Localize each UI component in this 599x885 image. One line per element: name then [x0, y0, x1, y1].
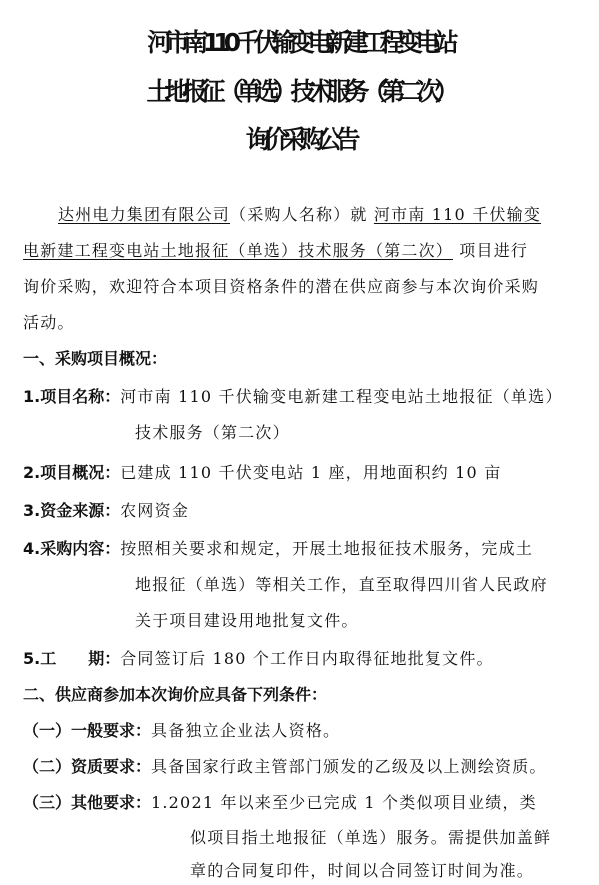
req-text: 具备独立企业法人资格。	[151, 721, 341, 740]
intro-line-3: 询价采购，欢迎符合本项目资格条件的潜在供应商参与本次询价采购	[23, 277, 540, 296]
item-text: 合同签订后 180 个工作日内取得征地批复文件。	[120, 649, 494, 668]
req-other-cont-1: 似项目指土地报征（单选）服务。需提供加盖鲜	[190, 828, 552, 847]
item-project-name-cont: 技术服务（第二次）	[135, 423, 290, 442]
req-label: （三）其他要求：	[23, 793, 152, 812]
item-text: 河市南 110 千伏输变电新建工程变电站土地报征（单选）	[120, 387, 563, 406]
item-label: 2.项目概况：	[23, 463, 121, 482]
item-text: 按照相关要求和规定，开展土地报征技术服务，完成土	[120, 539, 534, 558]
req-other	[23, 792, 537, 814]
item-text: 已建成 110 千伏变电站 1 座，用地面积约 10 亩	[120, 463, 502, 482]
req-qualification	[23, 756, 547, 778]
item-procurement-content-cont-2: 关于项目建设用地批复文件。	[135, 611, 359, 630]
req-text: 具备国家行政主管部门颁发的乙级及以上测绘资质。	[151, 757, 547, 776]
section-2-heading: 二、供应商参加本次询价应具备下列条件：	[23, 685, 328, 704]
item-funding-source	[23, 500, 189, 522]
item-label: 3.资金来源：	[23, 501, 121, 520]
req-label: （一）一般要求：	[23, 721, 152, 740]
purchaser-name: 达州电力集团有限公司	[58, 205, 231, 224]
project-name-part-2: 电新建工程变电站土地报征（单选）技术服务（第二次）	[23, 241, 454, 260]
item-text: 农网资金	[120, 501, 190, 520]
section-1-heading: 一、采购项目概况：	[23, 349, 168, 368]
item-label: 5.工 期：	[23, 649, 121, 668]
item-label: 1.项目名称：	[23, 387, 121, 406]
title-line-2: 土地报征（单选）技术服务（第二次）	[146, 77, 453, 106]
req-other-cont-2: 章的合同复印件，时间以合同签订时间为准。	[190, 861, 535, 880]
intro-tail: 项目进行	[453, 241, 529, 260]
req-label: （二）资质要求：	[23, 757, 152, 776]
item-project-name	[23, 386, 563, 408]
project-name-part-1: 河市南 110 千伏输变	[373, 205, 542, 224]
title-line-3: 询价采购公告	[245, 125, 354, 154]
title-line-1: 河市南 110 千伏输变电新建工程变电站	[147, 28, 452, 57]
purchaser-note: （采购人名称）就	[230, 205, 374, 224]
item-procurement-content-cont-1: 地报征（单选）等相关工作，直至取得四川省人民政府	[135, 575, 548, 594]
item-label: 4.采购内容：	[23, 539, 121, 558]
intro-line-1	[58, 204, 541, 226]
intro-line-4: 活动。	[23, 313, 75, 332]
item-duration	[23, 648, 494, 670]
item-project-overview	[23, 462, 501, 484]
intro-line-2	[23, 240, 528, 262]
item-procurement-content	[23, 538, 533, 560]
req-text: 1.2021 年以来至少已完成 1 个类似项目业绩，类	[151, 793, 537, 812]
req-general	[23, 720, 340, 742]
